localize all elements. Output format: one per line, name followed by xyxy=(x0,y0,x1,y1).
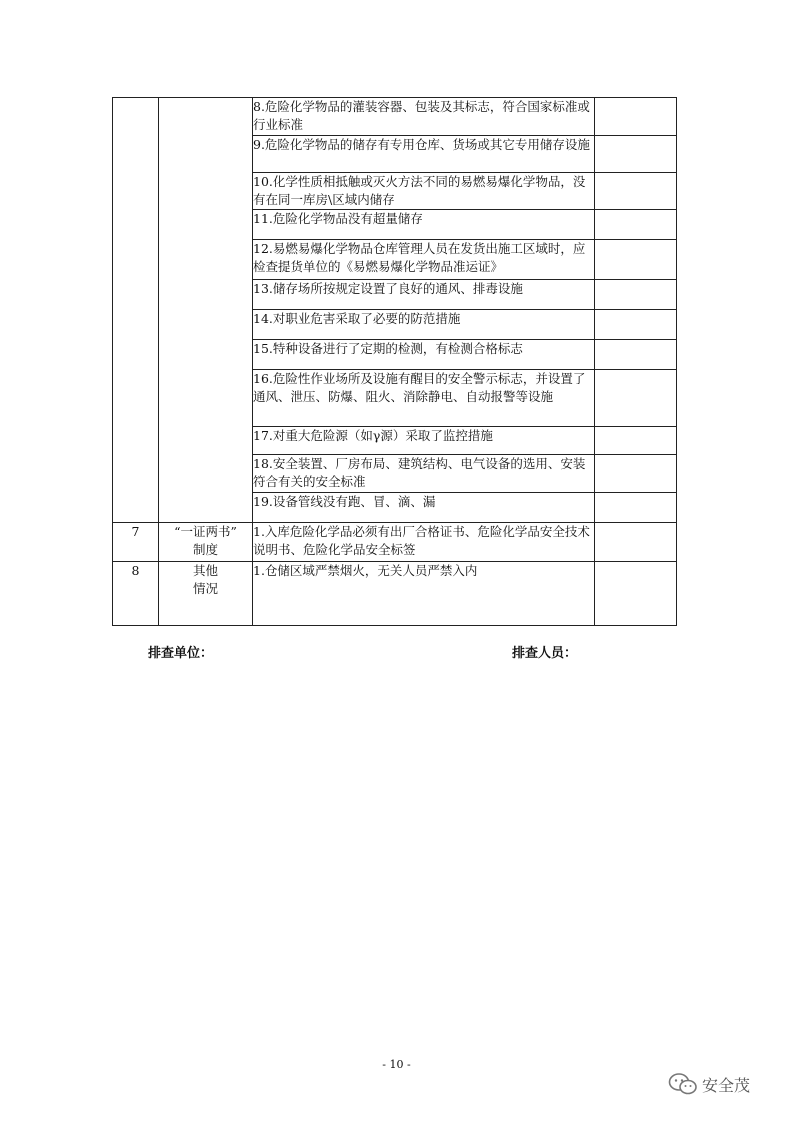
checklist-item: 1.仓储区域严禁烟火，无关人员严禁入内 xyxy=(253,562,595,626)
watermark xyxy=(668,1072,750,1096)
result-cell xyxy=(595,173,677,210)
wechat-icon xyxy=(668,1072,698,1096)
result-cell xyxy=(595,340,677,370)
checklist-item: 17.对重大危险源（如γ源）采取了监控措施 xyxy=(253,427,595,455)
table-row-section-8 xyxy=(113,562,677,626)
section-category xyxy=(159,562,253,626)
checklist-item: 9.危险化学物品的储存有专用仓库、货场或其它专用储存设施 xyxy=(253,136,595,173)
checklist-item: 12.易燃易爆化学物品仓库管理人员在发货出施工区域时，应检查提货单位的《易燃易爆化学物品准运证》 xyxy=(253,240,595,280)
inspection-checklist-table xyxy=(112,97,677,626)
result-cell xyxy=(595,210,677,240)
checklist-item: 19.设备管线没有跑、冒、滴、漏 xyxy=(253,493,595,523)
checklist-item: 18.安全装置、厂房布局、建筑结构、电气设备的选用、安装符合有关的安全标准 xyxy=(253,455,595,493)
category-line: “一证两书” xyxy=(174,524,237,539)
checklist-item: 1.入库危险化学品必须有出厂合格证书、危险化学品安全技术说明书、危险化学品安全标签 xyxy=(253,523,595,562)
checklist-item: 16.危险性作业场所及设施有醒目的安全警示标志，并设置了通风、泄压、防爆、阻火、消除静电、自动报警等设施 xyxy=(253,370,595,427)
section-category xyxy=(159,523,253,562)
result-cell xyxy=(595,98,677,136)
category-cell xyxy=(159,98,253,523)
checklist-item: 14.对职业危害采取了必要的防范措施 xyxy=(253,310,595,340)
category-line: 制度 xyxy=(192,542,218,557)
page-number: - 10 - xyxy=(382,1058,411,1071)
checklist-item: 10.化学性质相抵触或灭火方法不同的易燃易爆化学物品，没有在同一库房\区域内储存 xyxy=(253,173,595,210)
watermark-text: 安全茂 xyxy=(702,1075,751,1095)
inspector-label: 排查人员： xyxy=(512,646,578,661)
table-row-section-7 xyxy=(113,523,677,562)
category-line: 其他 xyxy=(192,563,218,578)
category-line: 情况 xyxy=(192,581,218,596)
result-cell xyxy=(595,455,677,493)
result-cell xyxy=(595,562,677,626)
checklist-item: 13.储存场所按规定设置了良好的通风、排毒设施 xyxy=(253,280,595,310)
result-cell xyxy=(595,427,677,455)
checklist-item: 11.危险化学物品没有超量储存 xyxy=(253,210,595,240)
result-cell xyxy=(595,523,677,562)
result-cell xyxy=(595,493,677,523)
number-cell xyxy=(113,98,159,523)
table-row xyxy=(113,98,677,136)
result-cell xyxy=(595,280,677,310)
result-cell xyxy=(595,136,677,173)
inspection-unit-label: 排查单位： xyxy=(148,646,214,661)
section-number: 8 xyxy=(113,562,159,626)
checklist-item: 15.特种设备进行了定期的检测，有检测合格标志 xyxy=(253,340,595,370)
result-cell xyxy=(595,370,677,427)
result-cell xyxy=(595,310,677,340)
result-cell xyxy=(595,240,677,280)
checklist-item: 8.危险化学物品的灌装容器、包装及其标志，符合国家标准或行业标准 xyxy=(253,98,595,136)
section-number: 7 xyxy=(113,523,159,562)
